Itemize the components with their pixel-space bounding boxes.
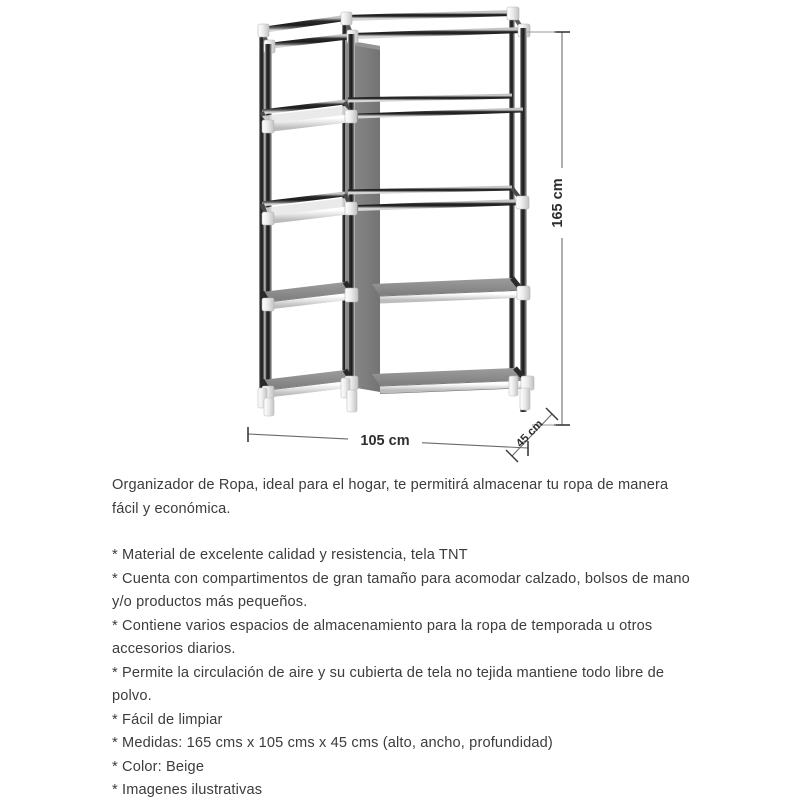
list-item: * Permite la circulación de aire y su cubierta de tela no tejida mantiene todo libre de polvo. [112,664,669,704]
shelf-level-3-panel [262,278,530,311]
list-item: * Cuenta con compartimentos de gran tamaño para acomodar calzado, bolsos de mano y/o productos más pequeños. [112,570,695,610]
height-dimension-label: 165 cm [550,178,566,228]
list-item: * Contiene varios espacios de almacenamiento para la ropa de temporada u otros accesorios diarios. [112,617,657,657]
list-item: * Material de excelente calidad y resistencia, tela TNT [112,547,468,563]
feature-list [112,544,698,803]
intro-paragraph: Organizador de Ropa, ideal para el hogar, te permitirá almacenar tu ropa de manera fácil y económica. [112,477,669,517]
depth-dimension-label: 45 cm [514,418,546,450]
shelf-level-1 [262,96,523,133]
list-item: * Medidas: 165 cms x 105 cms x 45 cms (alto, ancho, profundidad) [112,735,553,751]
list-item: * Color: Beige [112,758,205,775]
shelf-level-4-panel [262,368,534,399]
width-dimension-label: 105 cm [360,433,410,449]
product-description [112,474,698,803]
dimension-height [527,32,572,425]
dimension-depth [506,408,558,462]
dimension-width [248,427,528,456]
list-item: * Imagenes ilustrativas [112,782,263,798]
list-item: * Fácil de limpiar [112,711,223,728]
shelf-level-2 [262,188,529,225]
front-verticals [265,28,527,414]
